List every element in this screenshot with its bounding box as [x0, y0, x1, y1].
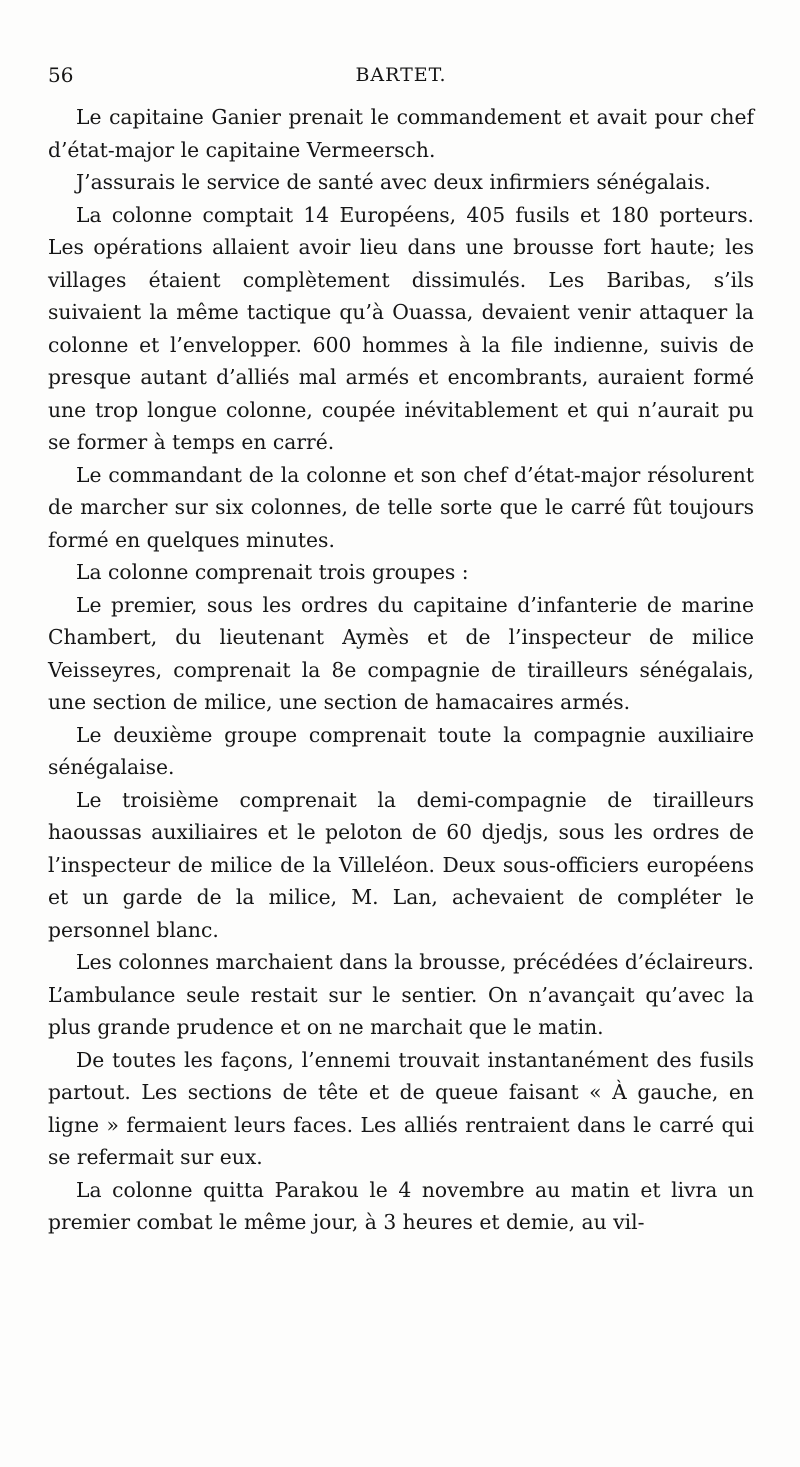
paragraph-depart-parakou: La colonne quitta Parakou le 4 novembre au matin et livra un premier combat le même jour, à 3 heures et demie, au vil-	[48, 1177, 754, 1234]
body-text	[48, 101, 754, 1239]
paragraph-troisieme-groupe: Le troisième comprenait la demi-compagnie de tirailleurs haoussas auxiliaires et le peloton de 60 djedjs, sous les ordres de l’inspecteur de milice de la Villeléon. Deux sous-officiers européens et un garde de la milice, M. Lan, achevaient de compléter le personnel blanc.	[48, 787, 754, 942]
paragraph-deuxieme-groupe: Le deuxième groupe comprenait toute la compagnie auxiliaire sénégalaise.	[48, 722, 754, 779]
paragraph-service-sante: J’assurais le service de santé avec deux infirmiers sénégalais.	[76, 170, 711, 194]
page-header	[48, 62, 754, 88]
paragraph-composition-colonne: La colonne comptait 14 Européens, 405 fusils et 180 porteurs. Les opérations allaient avoir lieu dans une brousse fort haute; les villages étaient complètement dissimulés. Les Baribas, s’ils suivaient la même tactique qu’à Ouassa, devaient venir attaquer la colonne et l’envelopper. 600 hommes à la file indienne, suivis de presque autant d’alliés mal armés et encombrants, auraient formé une trop longue colonne, coupée inévitablement et qui n’aurait pu se former à temps en carré.	[48, 202, 754, 454]
paragraph-six-colonnes: Le commandant de la colonne et son chef d’état-major résolurent de marcher sur six colonnes, de telle sorte que le carré fût toujours formé en quelques minutes.	[48, 462, 754, 552]
page-number: 56	[48, 63, 74, 87]
paragraph-trois-groupes: La colonne comprenait trois groupes :	[76, 560, 469, 584]
paragraph-chef-etat-major: Le capitaine Ganier prenait le commandement et avait pour chef d’état-major le capitaine Vermeersch.	[48, 105, 754, 162]
paragraph-carre: De toutes les façons, l’ennemi trouvait instantanément des fusils partout. Les sections de tête et de queue faisant « À gauche, en ligne » fermaient leurs faces. Les alliés rentraient dans le carré qui se refermait sur eux.	[48, 1047, 754, 1169]
running-head: BARTET.	[355, 64, 447, 86]
paragraph-premier-groupe: Le premier, sous les ordres du capitaine d’infanterie de marine Chambert, du lieutenant Aymès et de l’inspecteur de milice Veisseyres, comprenait la 8e compagnie de tirailleurs sénégalais, une section de milice, une section de hamacaires armés.	[48, 592, 754, 714]
paragraph-marche-brousse: Les colonnes marchaient dans la brousse, précédées d’éclaireurs. L’ambulance seule restait sur le sentier. On n’avançait qu’avec la plus grande prudence et on ne marchait que le matin.	[48, 950, 754, 1039]
